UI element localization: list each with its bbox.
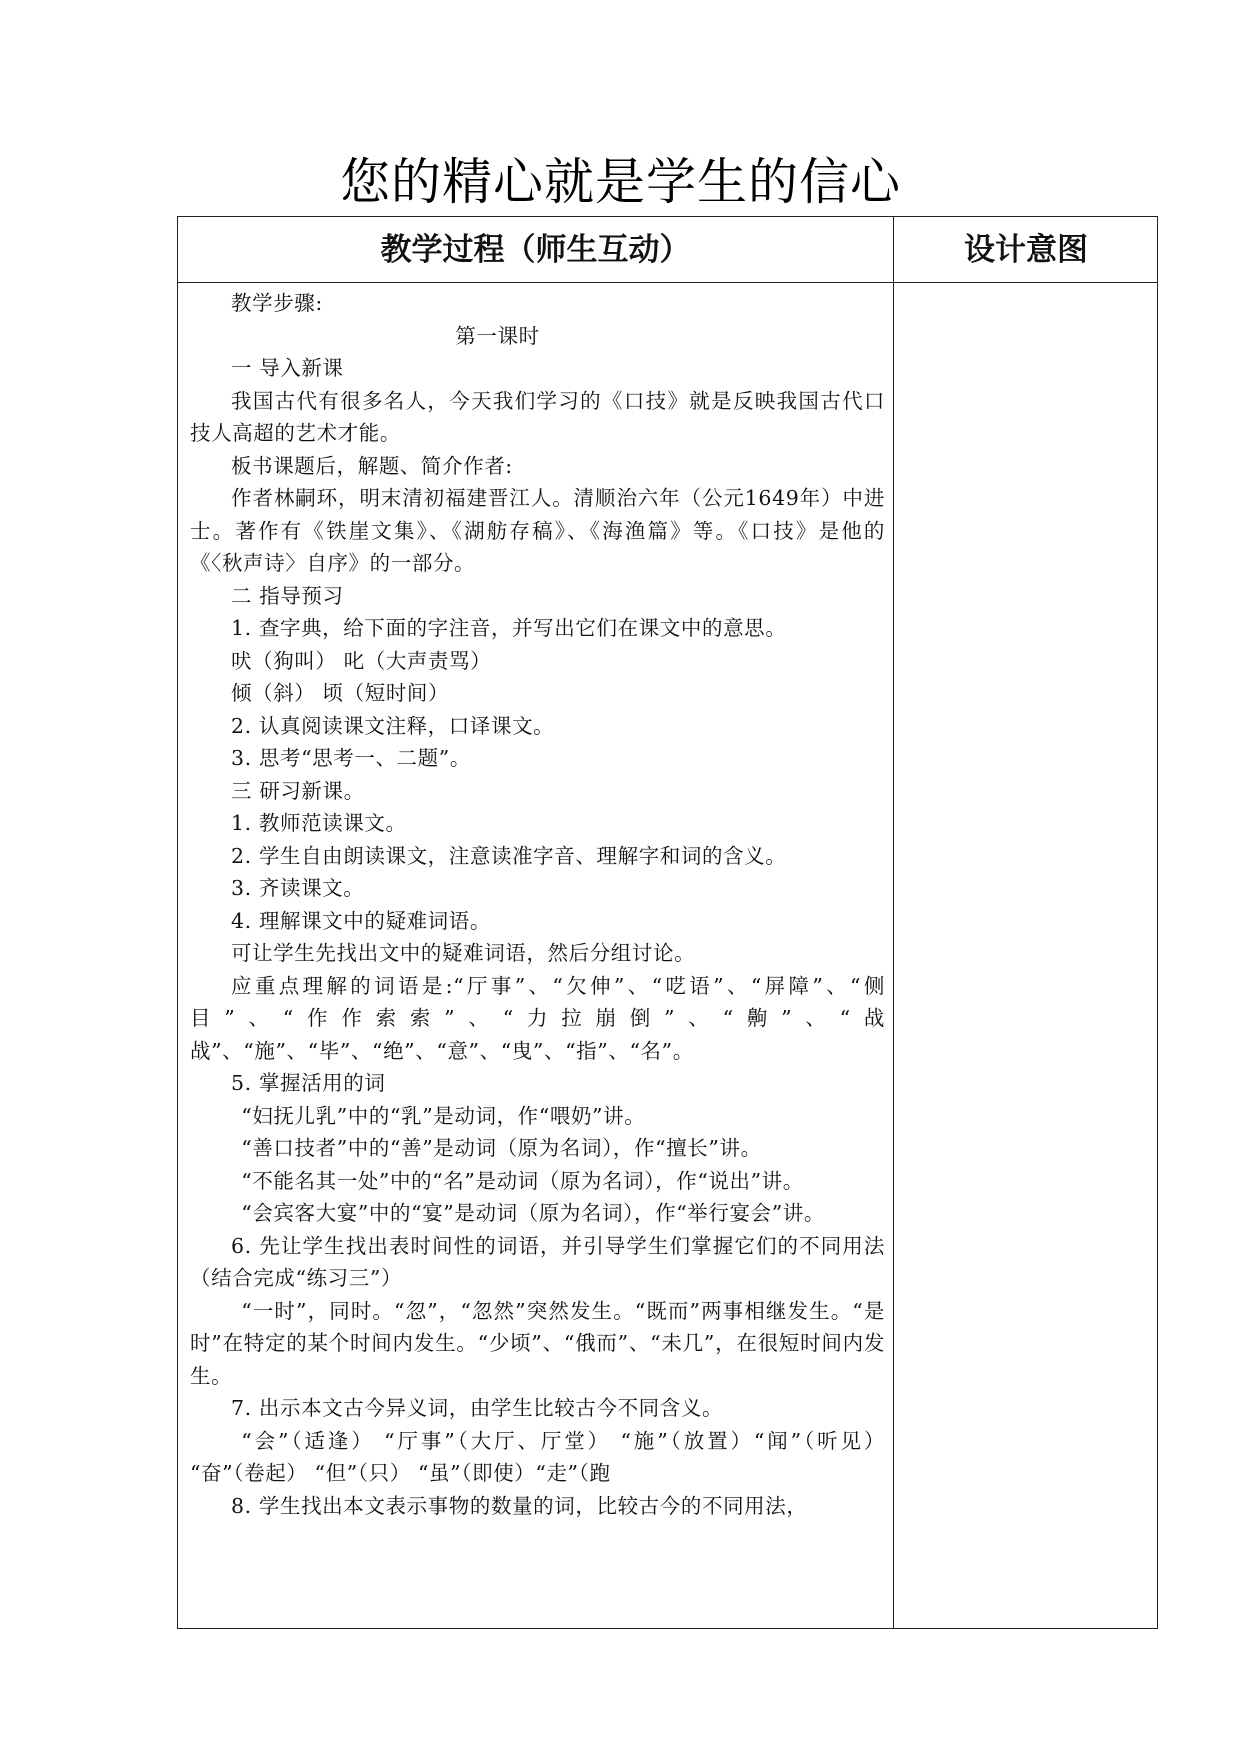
- paragraph-ancient-modern: “会”（适逢） “厅事”（大厅、厅堂） “施”（放置）“闻”（听见） “奋”（卷起） “但”（只） “虽”（即使）“走”（跑: [190, 1428, 885, 1485]
- paragraph-study-5: 5. 掌握活用的词: [231, 1071, 386, 1095]
- paragraph-time-words: “一时”，同时。“忽”，“忽然”突然发生。“既而”两事相继发生。“是时”在特定的某个时间内发生。“少顷”、“俄而”、“未几”，在很短时间内发生。: [190, 1298, 885, 1388]
- header-design-intent: 设计意图: [964, 232, 1088, 268]
- paragraph-preview-3: 3. 思考“思考一、二题”。: [231, 746, 471, 770]
- paragraph-study-2: 2. 学生自由朗读课文，注意读准字音、理解字和词的含义。: [231, 843, 787, 868]
- paragraph-chars-1: 吠（狗叫） 叱（大声责骂）: [231, 648, 492, 673]
- design-intent-cell: [894, 283, 1158, 1628]
- paragraph-preview-1: 1. 查字典，给下面的字注音，并写出它们在课文中的意思。: [231, 616, 787, 640]
- paragraph-section-2: 二 指导预习: [231, 583, 344, 608]
- paragraph-author: 作者林嗣环，明末清初福建晋江人。清顺治六年（公元1649年）中进士。著作有《铁崖文集》、《湖舫存稿》、《海渔篇》等。《口技》是他的《〈秋声诗〉自序》的一部分。: [190, 486, 885, 575]
- paragraph-intro: 我国古代有很多名人，今天我们学习的《口技》就是反映我国古代口技人高超的艺术才能。: [190, 388, 885, 445]
- paragraph-chars-2: 倾（斜） 顷（短时间）: [231, 681, 450, 705]
- paragraph-discussion: 可让学生先找出文中的疑难词语，然后分组讨论。: [231, 941, 696, 965]
- teaching-process-cell: [190, 287, 885, 1522]
- paragraph-study-6: 6. 先让学生找出表时间性的词语，并引导学生们掌握它们的不同用法（结合完成“练习三”）: [190, 1233, 885, 1290]
- paragraph-study-1: 1. 教师范读课文。: [231, 811, 407, 835]
- paragraph-key-words: 应重点理解的词语是:“厅事”、“欠伸”、“呓语”、“屏障”、“侧目”、“作作索索”、“力拉崩倒”、“齁”、“战战”、“施”、“毕”、“绝”、“意”、“曳”、“指”、“名”。: [190, 973, 885, 1063]
- paragraph-section-3: 三 研习新课。: [231, 778, 365, 803]
- paragraph-study-3: 3. 齐读课文。: [231, 876, 365, 900]
- page-title: 您的精心就是学生的信心: [340, 153, 901, 211]
- paragraph-section-1: 一 导入新课: [231, 356, 344, 380]
- header-teaching-process: 教学过程（师生互动）: [380, 232, 691, 268]
- lesson-plan-table: [177, 216, 1158, 1629]
- paragraph-study-4: 4. 理解课文中的疑难词语。: [231, 908, 491, 933]
- paragraph-usage-ming: “不能名其一处”中的“名”是动词（原为名词），作“说出”讲。: [241, 1168, 804, 1193]
- paragraph-study-7: 7. 出示本文古今异义词，由学生比较古今不同含义。: [231, 1396, 724, 1420]
- paragraph-usage-yan: “会宾客大宴”中的“宴”是动词（原为名词），作“举行宴会”讲。: [241, 1201, 825, 1225]
- paragraph-usage-ru: “妇抚儿乳”中的“乳”是动词，作“喂奶”讲。: [241, 1103, 646, 1128]
- paragraph-steps-heading: 教学步骤:: [231, 291, 323, 315]
- table-header-row: [178, 217, 1157, 283]
- paragraph-preview-2: 2. 认真阅读课文注释，口译课文。: [231, 713, 555, 738]
- paragraph-lesson-one: 第一课时: [455, 323, 540, 348]
- paragraph-usage-shan: “善口技者”中的“善”是动词（原为名词），作“擅长”讲。: [241, 1136, 762, 1160]
- paragraph-study-8: 8. 学生找出本文表示事物的数量的词，比较古今的不同用法，: [231, 1493, 808, 1518]
- paragraph-blackboard: 板书课题后，解题、简介作者:: [231, 453, 513, 478]
